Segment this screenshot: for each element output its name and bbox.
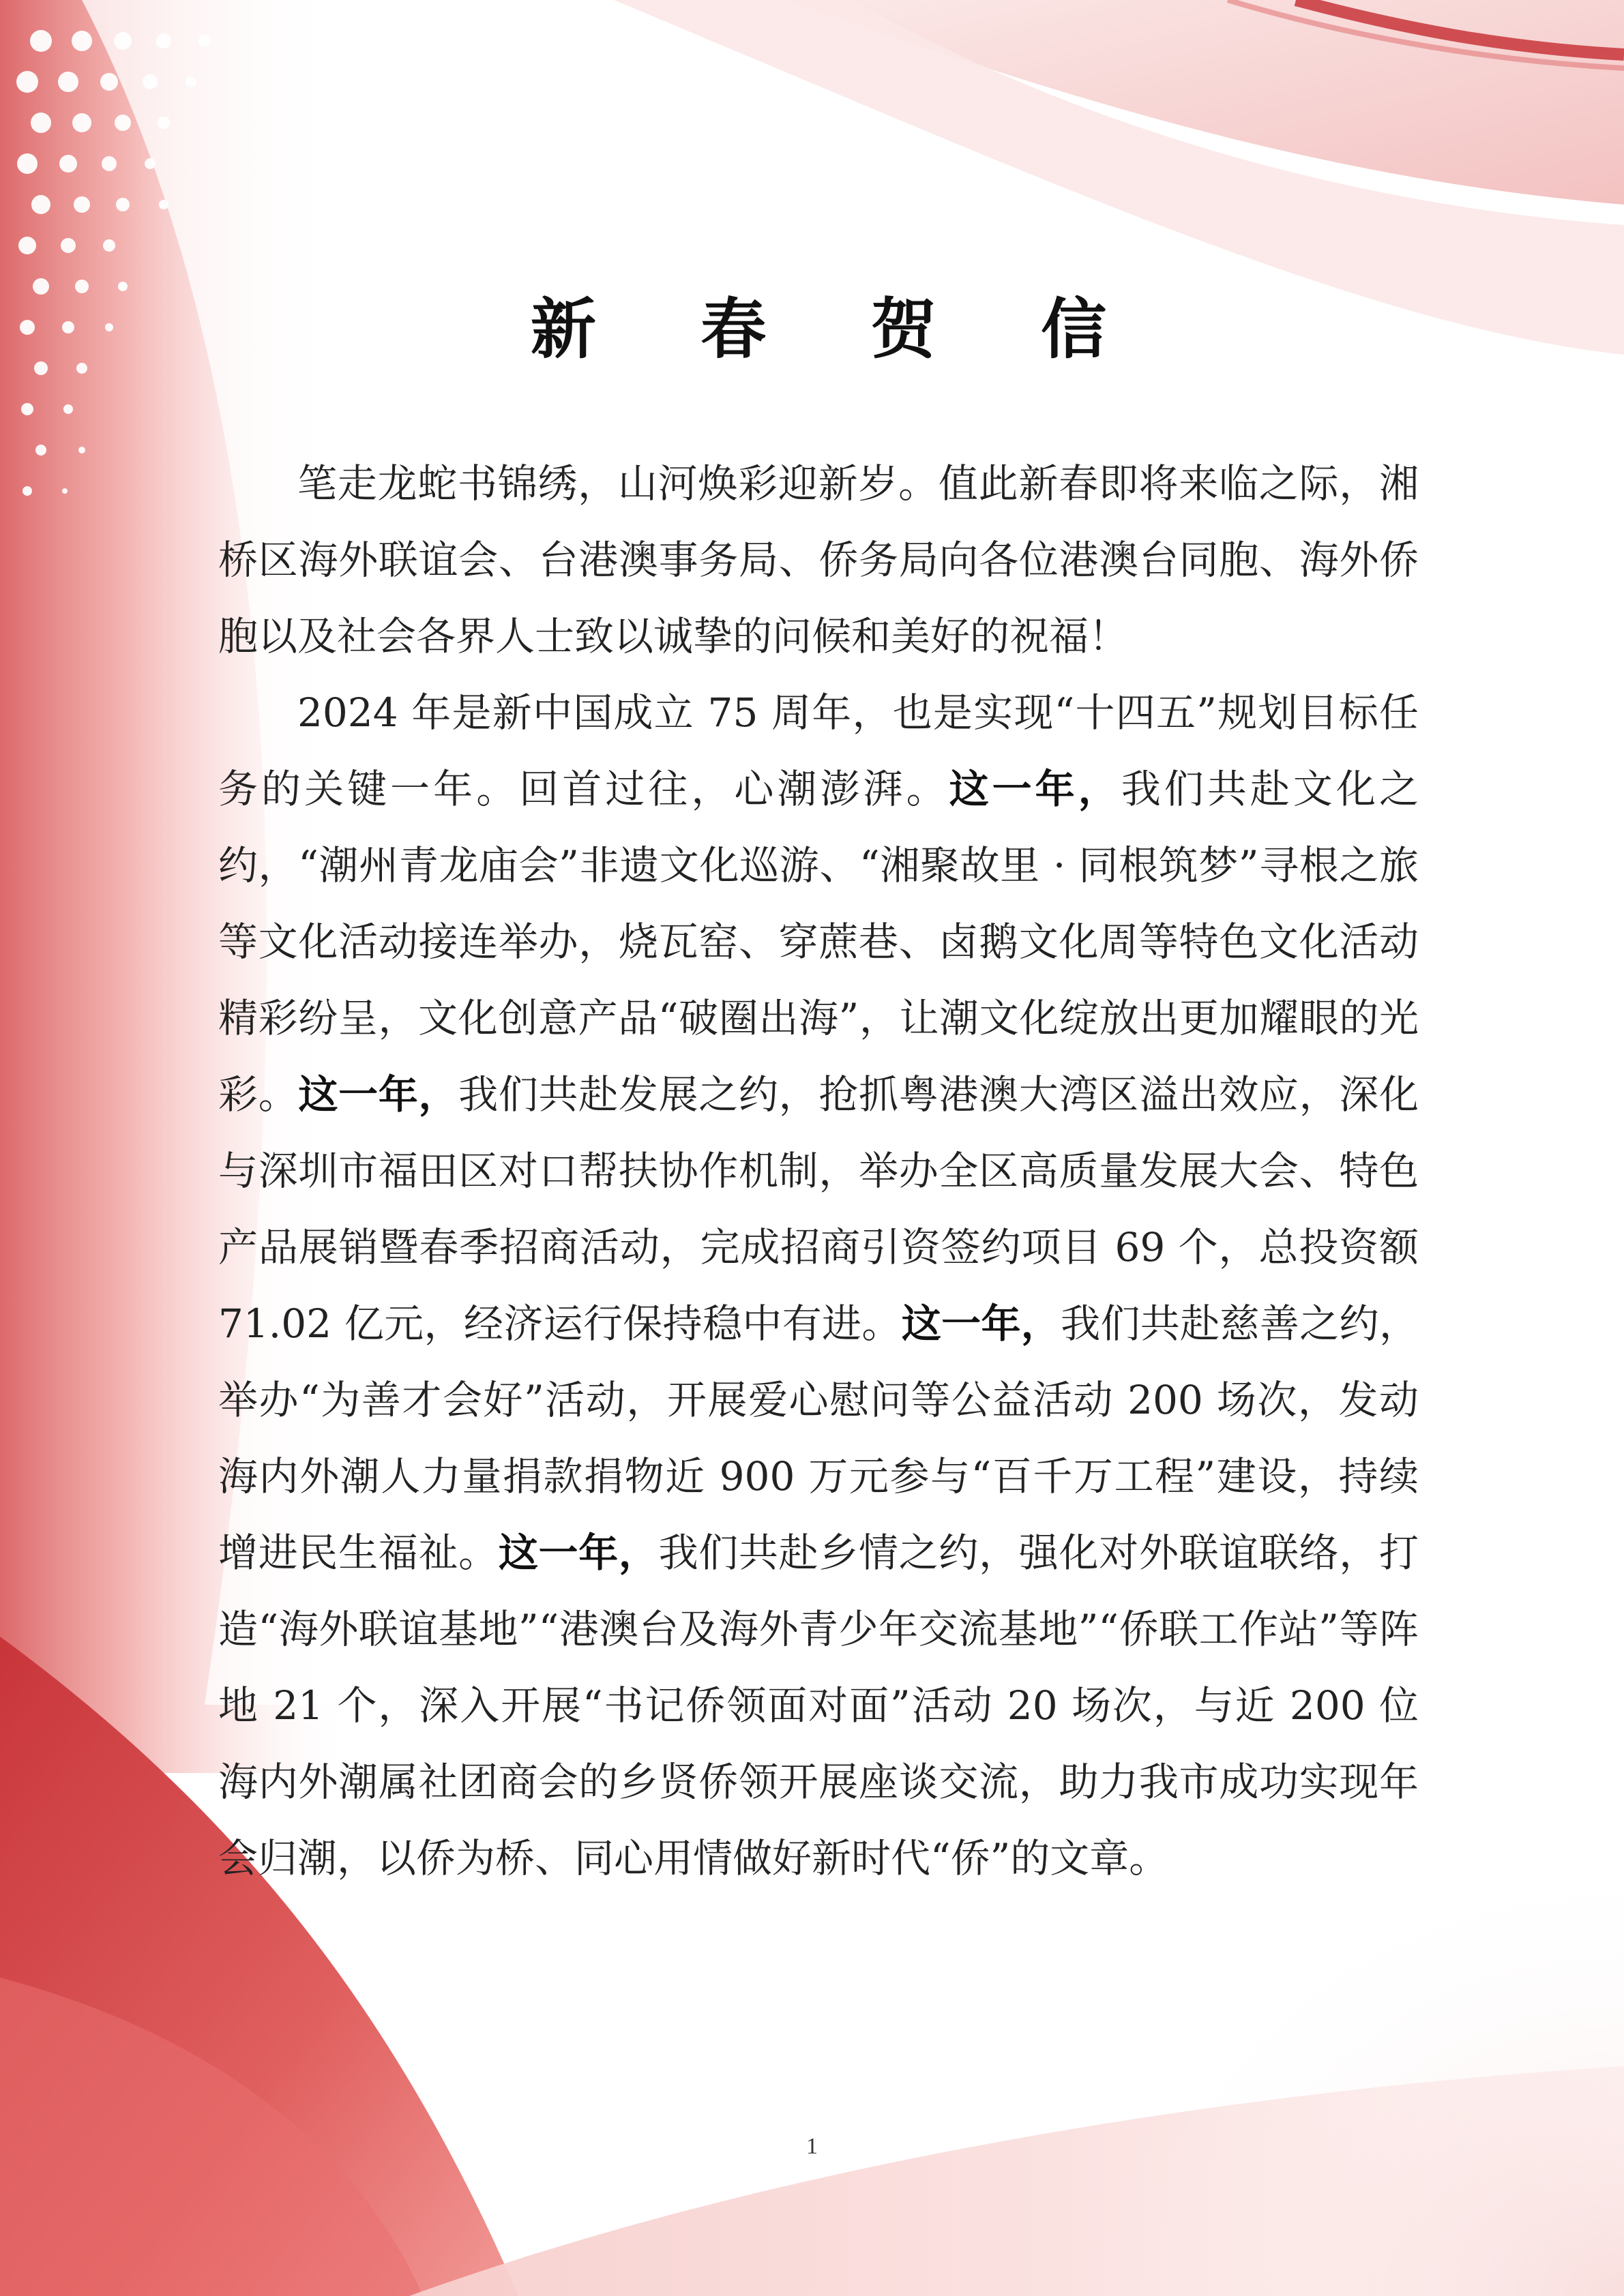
paragraph (218, 445, 1419, 674)
bold-phrase: 这一年， (498, 1530, 659, 1576)
letter-title: 新 春 贺 信 (530, 290, 1148, 368)
page-number: 1 (806, 2134, 818, 2159)
text-run: 笔走龙蛇书锦绣，山河焕彩迎新岁。值此新春即将来临之际，湘桥区海外联谊会、台港澳事务局、侨务局向各位港澳台同胞、海外侨胞以及社会各界人士致以诚挚的问候和美好的祝福！ (218, 460, 1419, 659)
bold-phrase: 这一年， (949, 766, 1121, 812)
text-run: 我们共赴发展之约，抢抓粤港澳大湾区溢出效应，深化与深圳市福田区对口帮扶协作机制，举办全区高质量发展大会、特色产品展销暨春季招商活动，完成招商引资签约项目 69 个，总投资额 71.02 亿元，经济运行保持稳中有进。 (218, 1071, 1419, 1347)
letter-body (218, 445, 1419, 1896)
text-run: 2024 年是新中国成立 75 周年，也是实现“十四五”规划目标任务的关键一年。回首过往，心潮澎湃。 (218, 689, 1419, 812)
bold-phrase: 这一年， (298, 1071, 459, 1118)
text-run: 我们共赴慈善之约，举办“为善才会好”活动，开展爱心慰问等公益活动 200 场次，发动海内外潮人力量捐款捐物近 900 万元参与“百千万工程”建设，持续增进民生福祉。 (218, 1300, 1419, 1576)
bold-phrase: 这一年， (901, 1300, 1061, 1347)
bottom-right-glow (1091, 1841, 1624, 2296)
text-run: 我们共赴乡情之约，强化对外联谊联络，打造“海外联谊基地”“港澳台及海外青少年交流基地”“侨联工作站”等阵地 21 个，深入开展“书记侨领面对面”活动 20 场次，与近 200 位海内外潮属社团商会的乡贤侨领开展座谈交流，助力我市成功实现年会归潮，以侨为桥、同心用情做好新时代“侨”的文章。 (218, 1530, 1419, 1881)
text-run: 我们共赴文化之约，“潮州青龙庙会”非遗文化巡游、“湘聚故里 · 同根筑梦”寻根之旅等文化活动接连举办，烧瓦窑、穿蔗巷、卤鹅文化周等特色文化活动精彩纷呈，文化创意产品“破圈出海”，让潮文化绽放出更加耀眼的光彩。 (218, 766, 1419, 1118)
paragraph (218, 674, 1419, 1896)
